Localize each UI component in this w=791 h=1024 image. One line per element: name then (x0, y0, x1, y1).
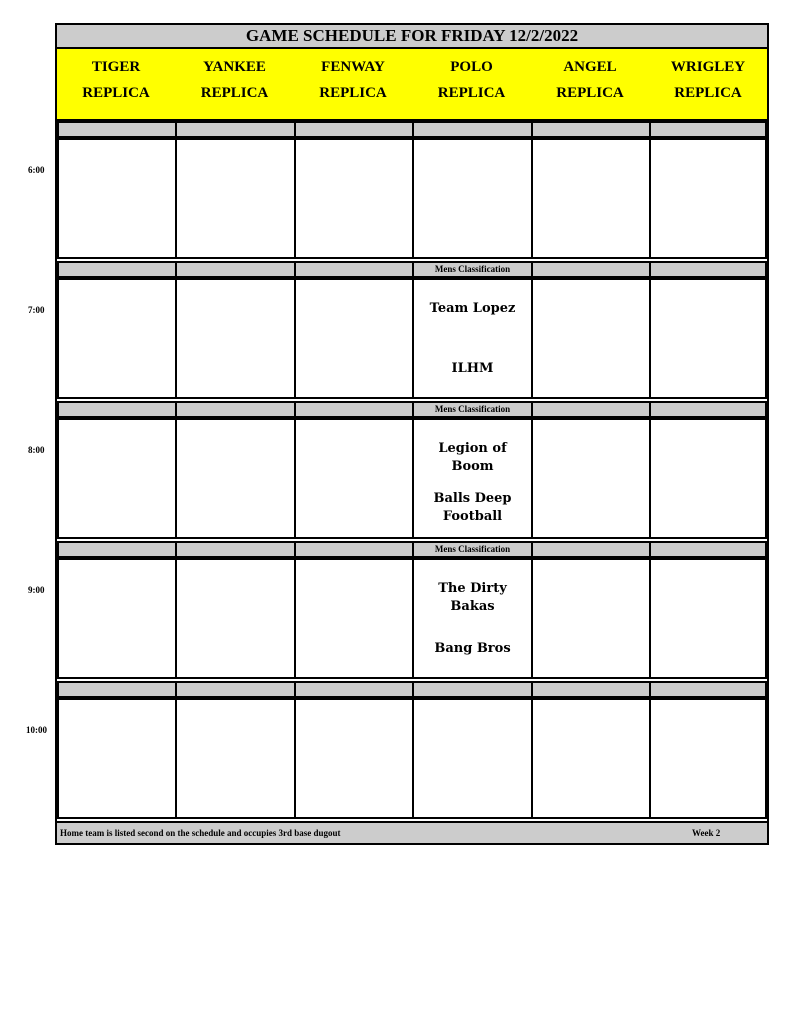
classification-band (294, 261, 414, 278)
field-header-2 (294, 49, 414, 121)
classification-band (531, 261, 651, 278)
classification-band: Mens Classification (412, 261, 533, 278)
field-header-3 (412, 49, 533, 121)
field-subtitle: REPLICA (200, 85, 269, 101)
time-label: 9:00 (28, 585, 45, 595)
time-label: 8:00 (28, 445, 45, 455)
game-cell (294, 278, 414, 399)
time-label: 6:00 (28, 165, 45, 175)
away-team: Legion of Boom (438, 441, 507, 474)
classification-band (294, 541, 414, 558)
field-header-1 (175, 49, 296, 121)
classification-band (531, 541, 651, 558)
game-cell (57, 138, 177, 259)
time-label: 7:00 (28, 305, 45, 315)
classification-band (57, 261, 177, 278)
game-cell (294, 558, 414, 679)
game-cell (531, 698, 651, 819)
game-cell (412, 698, 533, 819)
game-cell (412, 138, 533, 259)
game-cell (649, 278, 767, 399)
classification-band (649, 261, 767, 278)
field-name: ANGEL (563, 59, 617, 75)
game-cell (531, 418, 651, 539)
schedule-title: GAME SCHEDULE FOR FRIDAY 12/2/2022 (57, 25, 767, 49)
field-subtitle: REPLICA (319, 85, 387, 101)
game-cell (57, 558, 177, 679)
field-subtitle: REPLICA (674, 85, 742, 101)
classification-band (649, 401, 767, 418)
field-header-5 (649, 49, 767, 121)
classification-band (531, 121, 651, 138)
field-name: YANKEE (203, 59, 266, 75)
classification-band (294, 681, 414, 698)
classification-band (531, 401, 651, 418)
classification-band (57, 681, 177, 698)
classification-band (294, 401, 414, 418)
footer-bar (57, 821, 767, 843)
game-cell (294, 698, 414, 819)
field-subtitle: REPLICA (82, 85, 150, 101)
classification-band (175, 121, 296, 138)
game-cell (531, 558, 651, 679)
game-cell (175, 138, 296, 259)
classification-band (57, 121, 177, 138)
footer-note: Home team is listed second on the schedule and occupies 3rd base dugout (60, 828, 341, 838)
classification-band (175, 541, 296, 558)
week-label: Week 2 (692, 828, 721, 838)
classification-band (649, 681, 767, 698)
game-cell (531, 138, 651, 259)
classification-band (57, 401, 177, 418)
away-team: Team Lopez (429, 301, 516, 316)
field-name: FENWAY (321, 59, 385, 75)
home-team: ILHM (451, 361, 494, 376)
home-team: Balls Deep Football (433, 491, 512, 524)
classification-band (175, 681, 296, 698)
game-cell (649, 418, 767, 539)
home-team: Bang Bros (434, 641, 511, 656)
classification-band (649, 121, 767, 138)
schedule-grid (55, 23, 769, 845)
game-cell (175, 558, 296, 679)
classification-band (175, 261, 296, 278)
classification-band (412, 681, 533, 698)
time-label: 10:00 (26, 725, 47, 735)
game-cell (175, 418, 296, 539)
classification-band (649, 541, 767, 558)
game-cell (649, 698, 767, 819)
classification-band: Mens Classification (412, 401, 533, 418)
game-cell (175, 698, 296, 819)
field-subtitle: REPLICA (437, 85, 506, 101)
field-header-0 (57, 49, 177, 121)
game-cell (57, 418, 177, 539)
field-header-4 (531, 49, 651, 121)
away-team: The Dirty Bakas (438, 581, 507, 614)
game-cell (412, 278, 533, 399)
classification-band (294, 121, 414, 138)
field-name: POLO (450, 59, 493, 75)
game-cell (57, 698, 177, 819)
game-cell (294, 418, 414, 539)
game-cell (649, 558, 767, 679)
classification-band (175, 401, 296, 418)
classification-band (412, 121, 533, 138)
game-cell (412, 558, 533, 679)
classification-band (57, 541, 177, 558)
game-cell (175, 278, 296, 399)
game-cell (531, 278, 651, 399)
game-cell (412, 418, 533, 539)
field-name: TIGER (91, 59, 141, 75)
game-cell (649, 138, 767, 259)
field-name: WRIGLEY (670, 59, 746, 75)
classification-band (531, 681, 651, 698)
field-subtitle: REPLICA (556, 85, 624, 101)
classification-band: Mens Classification (412, 541, 533, 558)
game-cell (57, 278, 177, 399)
game-cell (294, 138, 414, 259)
